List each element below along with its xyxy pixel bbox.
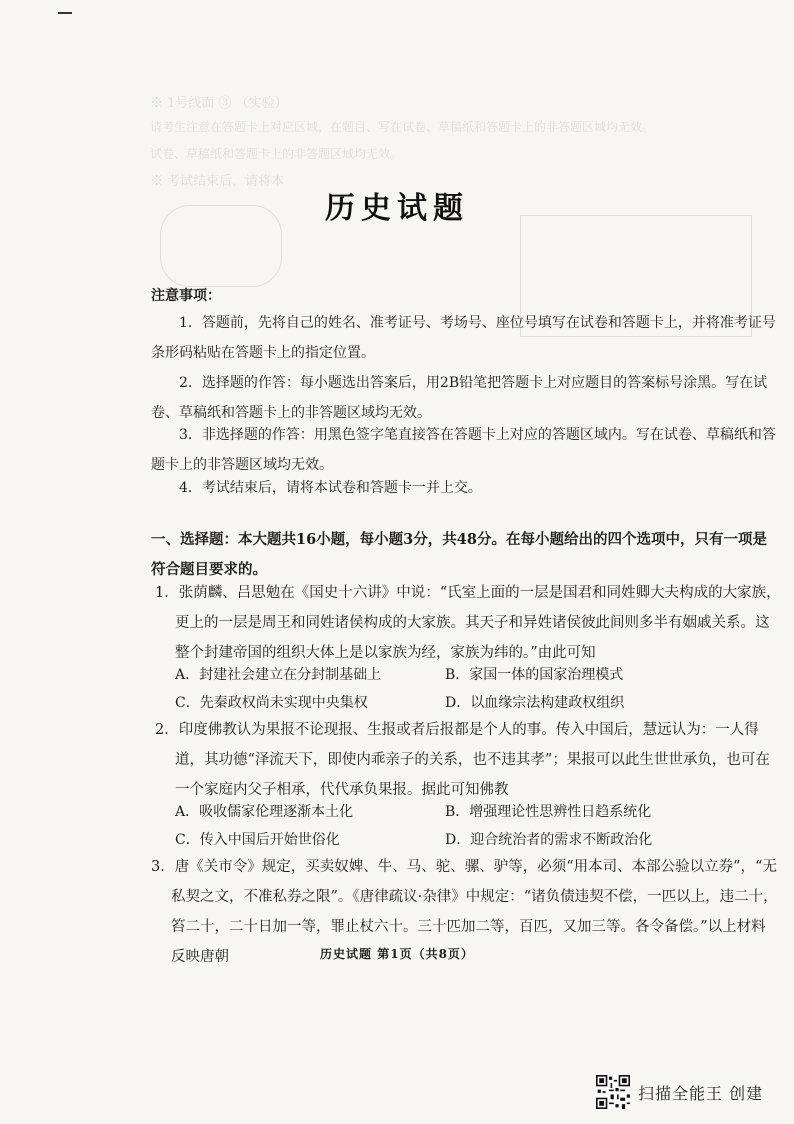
page-footer: 历史试题 第1页（共8页）	[320, 947, 474, 961]
section-heading: 一、选择题：本大题共16小题，每小题3分，共48分。在每小题给出的四个选项中，只有一项是符合题目要求的。	[151, 531, 767, 578]
question-2-option-b: B．增强理论性思辨性日趋系统化	[445, 804, 652, 820]
question-1-option-c: C．先秦政权尚未实现中央集权	[175, 695, 368, 711]
question-2-option-c: C．传入中国后开始世俗化	[175, 832, 340, 848]
question-2-option-a: A．吸收儒家伦理逐渐本土化	[175, 804, 354, 820]
question-2-stem: 2．印度佛教认为果报不论现报、生报或者后报都是个人的事。传入中国后，慧远认为：一人得道，其功德“泽流天下，即使内乖亲子的关系，也不违其孝”；果报可以此生世世承负，也可在一个家庭内父子相承，代代承负果报。据此可知佛教	[155, 722, 770, 798]
question-1-option-a: A．封建社会建立在分封制基础上	[175, 667, 382, 683]
page-title: 历史试题	[325, 191, 469, 226]
notice-item: 4．考试结束后，请将本试卷和答题卡一并上交。	[179, 480, 482, 496]
bleed-through-text: 试卷、草稿纸和答题卡上的非答题区域均无效。	[150, 147, 403, 161]
question-3-stem: 3．唐《关市令》规定，买卖奴婢、牛、马、驼、骡、驴等，必须“用本司、本部公验以立券”，“无私契之文，不准私券之限”。《唐律疏议·杂律》中规定：“诸负债违契不偿，一匹以上，违二十，笞二十，二十日加一等，罪止杖六十。三十匹加二等，百匹，又加三等。各令备偿。”以上材料反映唐朝	[151, 859, 778, 965]
scanner-label: 扫描全能王 创建	[638, 1083, 764, 1103]
question-2-option-d: D．迎合统治者的需求不断政治化	[445, 832, 653, 848]
question-1-option-b: B．家国一体的国家治理模式	[445, 667, 624, 683]
corner-mark	[58, 12, 72, 14]
notice-item: 1．答题前，先将自己的姓名、准考证号、考场号、座位号填写在试卷和答题卡上，并将准考证号条形码粘贴在答题卡上的指定位置。	[151, 315, 776, 361]
bleed-through-text: ※ 1号线面 ③ （实验）	[150, 96, 288, 111]
qr-code-icon	[596, 1075, 630, 1109]
question-1-stem: 1．张荫麟、吕思勉在《国史十六讲》中说：“氏室上面的一层是国君和同姓卿大夫构成的大家族，更上的一层是周王和同姓诸侯构成的大家族。其天子和异姓诸侯彼此间则多半有姻戚关系。这整个封建帝国的组织大体上是以家族为经，家族为纬的。”由此可知	[155, 585, 781, 661]
notice-item: 2．选择题的作答：每小题选出答案后，用2B铅笔把答题卡上对应题目的答案标号涂黑。写在试卷、草稿纸和答题卡上的非答题区域均无效。	[151, 375, 768, 421]
notice-heading: 注意事项：	[151, 288, 221, 304]
notice-item: 3．非选择题的作答：用黑色签字笔直接答在答题卡上对应的答题区域内。写在试卷、草稿纸和答题卡上的非答题区域均无效。	[151, 427, 776, 473]
bleed-through-text: 请考生注意在答题卡上对应区域，在题目、写在试卷、草稿纸和答题卡上的非答题区域均无效。	[150, 120, 655, 134]
scanner-watermark	[596, 1074, 763, 1110]
question-1-option-d: D．以血缘宗法构建政权组织	[445, 695, 625, 711]
bleed-through-text: ※ 考试结束后，请将本	[150, 174, 285, 189]
